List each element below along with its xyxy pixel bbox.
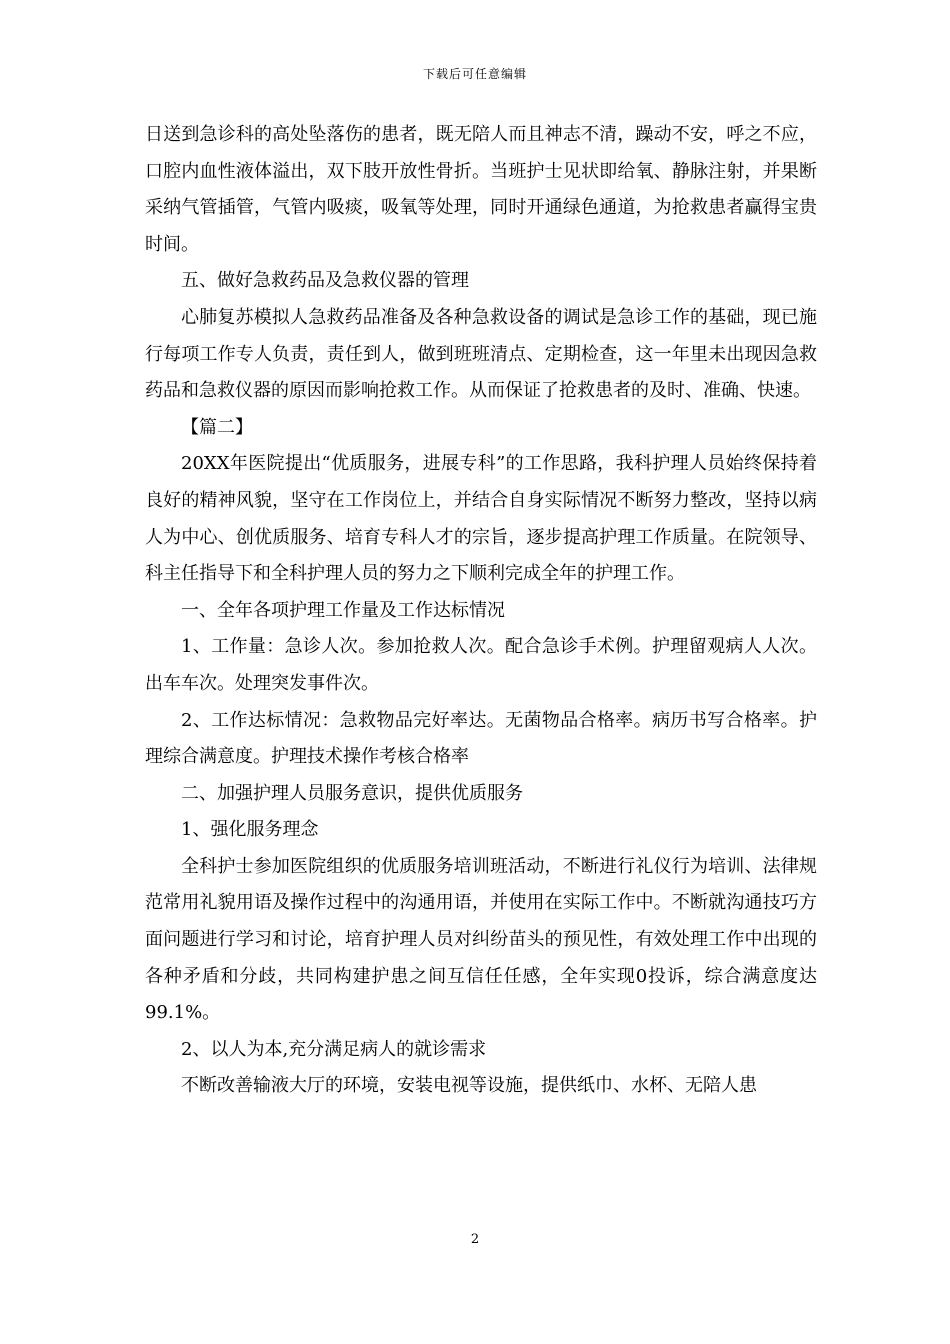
- section-heading: 二、加强护理人员服务意识，提供优质服务: [181, 782, 523, 804]
- paragraph: 心肺复苏模拟人急救药品准备及各种急救设备的调试是急诊工作的基础，现已施行每项工作专人负责，责任到人，做到班班清点、定期检查，这一年里未出现因急救药品和急救仪器的原因而影响抢救工作。从而保证了抢救患者的及时、准确、快速。: [145, 306, 817, 402]
- page-number: 2: [470, 1232, 480, 1247]
- paragraph: 不断改善输液大厅的环境，安装电视等设施，提供纸巾、水杯、无陪人患: [181, 1075, 757, 1097]
- subsection-heading: 1、强化服务理念: [181, 819, 319, 841]
- paragraph: 1、工作量：急诊人次。参加抢救人次。配合急诊手术例。护理留观病人人次。出车车次。处理突发事件次。: [145, 636, 817, 694]
- document-body: [145, 117, 817, 1105]
- chapter-heading: 【篇二】: [181, 416, 253, 438]
- section-heading: 五、做好急救药品及急救仪器的管理: [181, 270, 469, 292]
- paragraph: 2、工作达标情况：急救物品完好率达。无菌物品合格率。病历书写合格率。护理综合满意度。护理技术操作考核合格率: [145, 709, 817, 768]
- page-header: 下载后可任意编辑: [422, 67, 527, 81]
- paragraph: 日送到急诊科的高处坠落伤的患者，既无陪人而且神志不清，躁动不安，呼之不应，口腔内血性液体溢出，双下肢开放性骨折。当班护士见状即给氧、静脉注射，并果断采纳气管插管，气管内吸痰，吸氧等处理，同时开通绿色通道，为抢救患者赢得宝贵时间。: [145, 124, 817, 255]
- paragraph: 全科护士参加医院组织的优质服务培训班活动，不断进行礼仪行为培训、法律规范常用礼貌用语及操作过程中的沟通用语，并使用在实际工作中。不断就沟通技巧方面问题进行学习和讨论，培育护理人员对纠纷苗头的预见性，有效处理工作中出现的各种矛盾和分歧，共同构建护患之间互信任任感，全年实现0投诉，综合满意度达99.1%。: [145, 855, 817, 1024]
- paragraph: 20XX年医院提出“优质服务，进展专科”的工作思路，我科护理人员始终保持着良好的精神风貌，坚守在工作岗位上，并结合自身实际情况不断努力整改，坚持以病人为中心、创优质服务、培育专科人才的宗旨，逐步提高护理工作质量。在院领导、科主任指导下和全科护理人员的努力之下顺利完成全年的护理工作。: [145, 453, 817, 585]
- subsection-heading: 2、以人为本,充分满足病人的就诊需求: [181, 1038, 487, 1060]
- section-heading: 一、全年各项护理工作量及工作达标情况: [181, 599, 505, 621]
